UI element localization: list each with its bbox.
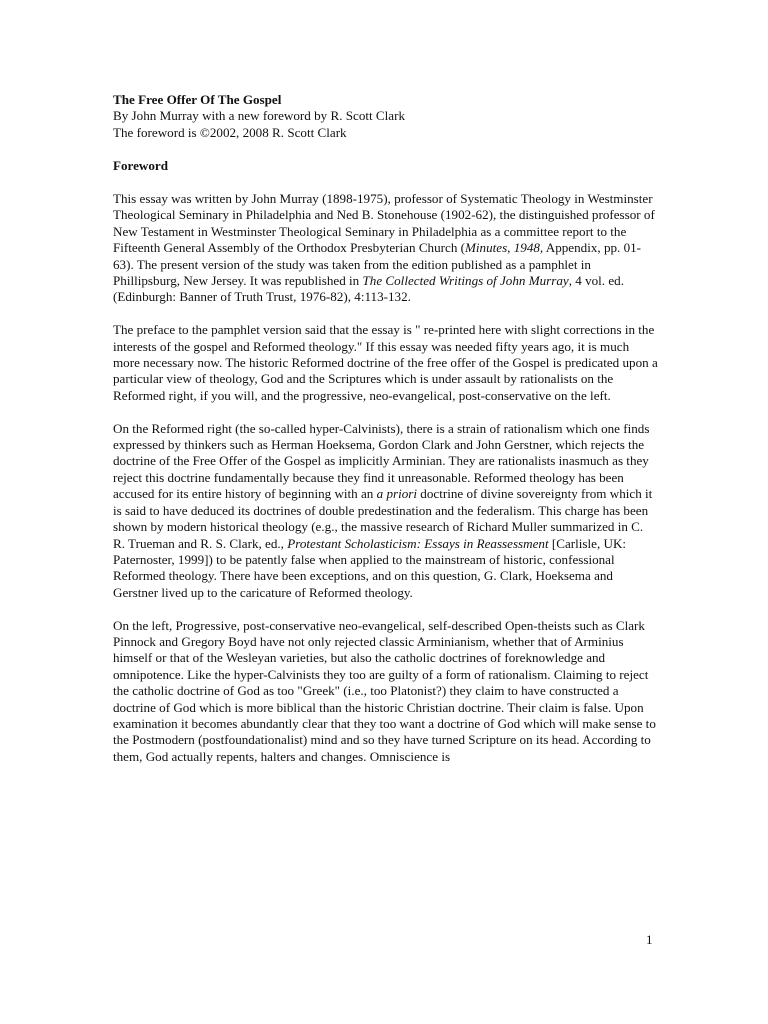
- text-run: On the left, Progressive, post-conservative neo-evangelical, self-described Open-theists such as Clark Pinnock and Gregory Boyd have not only rejected classic Arminianism, whether that of Arminius himself or that of the Wesleyan varieties, but also the catholic doctrines of foreknowledge and omnipotence. Like the hyper-Calvinists they too are guilty of a form of rationalism. Claiming to reject the catholic doctrine of God as too "Greek" (i.e., too Platonist?) they claim to have constructed a doctrine of God which is more biblical than the historic Christian doctrine. Their claim is false. Upon examination it becomes abundantly clear that they too want a doctrine of God which will make sense to the Postmodern (postfoundationalist) mind and so they have turned Scripture on its head. According to them, God actually repents, halters and changes. Omniscience is: [113, 617, 656, 764]
- paragraph: [113, 421, 658, 601]
- paragraph: [113, 322, 658, 404]
- document-byline: By John Murray with a new foreword by R. Scott Clark: [113, 108, 406, 124]
- italic-text: Minutes, 1948,: [465, 240, 544, 256]
- italic-text: The Collected Writings of John Murray: [362, 273, 569, 289]
- text-run: [Carlisle, UK: Paternoster, 1999]) to be patently false when applied to the mainstream of historic, confessional Reformed theology. There have been exceptions, and on this question, G. Clark, Hoeksema and Gerstner lived up to the caricature of Reformed theology.: [113, 535, 627, 600]
- document-copyright: The foreword is ©2002, 2008 R. Scott Clark: [113, 124, 347, 140]
- section-heading-foreword: Foreword: [113, 158, 169, 174]
- text-run: , 4 vol. ed. (Edinburgh: Banner of Truth Trust, 1976-82), 4:113-132.: [113, 273, 624, 305]
- paragraph: [113, 191, 658, 306]
- text-run: The preface to the pamphlet version said that the essay is " re-printed here with slight corrections in the interests of the gospel and Reformed theology." If this essay was needed fifty years ago, it is much more necessary now. The historic Reformed doctrine of the free offer of the Gospel is predicated upon a particular view of theology, God and the Scriptures which is under assault by rationalists on the Reformed right, if you will, and the progressive, neo-evangelical, post-conservative on the left.: [113, 322, 658, 403]
- text-run: doctrine of divine sovereignty from which it is said to have deduced its doctrines of double predestination and the federalism. This charge has been shown by modern historical theology (e.g., the massive research of Richard Muller summarized in C. R. Trueman and R. S. Clark, ed.,: [113, 486, 653, 551]
- page-number: 1: [646, 932, 653, 947]
- italic-text: Protestant Scholasticism: Essays in Reassessment: [287, 535, 549, 551]
- italic-text: a priori: [376, 486, 418, 502]
- document-body: [113, 92, 658, 765]
- text-run: Appendix, pp. 01-63). The present version of the study was taken from the edition published as a pamphlet in Phillipsburg, New Jersey. It was republished in: [113, 240, 642, 289]
- paragraph: [113, 618, 658, 766]
- document-title: The Free Offer Of The Gospel: [113, 92, 282, 107]
- text-run: This essay was written by John Murray (1898-1975), professor of Systematic Theology in Westminster Theological Seminary in Philadelphia and Ned B. Stonehouse (1902-62), the distinguished professor of New Testament in Westminster Theological Seminary in Philadelphia as a committee report to the Fifteenth General Assembly of the Orthodox Presbyterian Church (: [113, 191, 655, 256]
- text-run: On the Reformed right (the so-called hyper-Calvinists), there is a strain of rationalism which one finds expressed by thinkers such as Herman Hoeksema, Gordon Clark and John Gerstner, which rejects the doctrine of the Free Offer of the Gospel as implicitly Arminian. They are rationalists inasmuch as they reject this doctrine fundamentally because they find it unreasonable. Reformed theology has been accused for its entire history of beginning with an: [113, 420, 650, 502]
